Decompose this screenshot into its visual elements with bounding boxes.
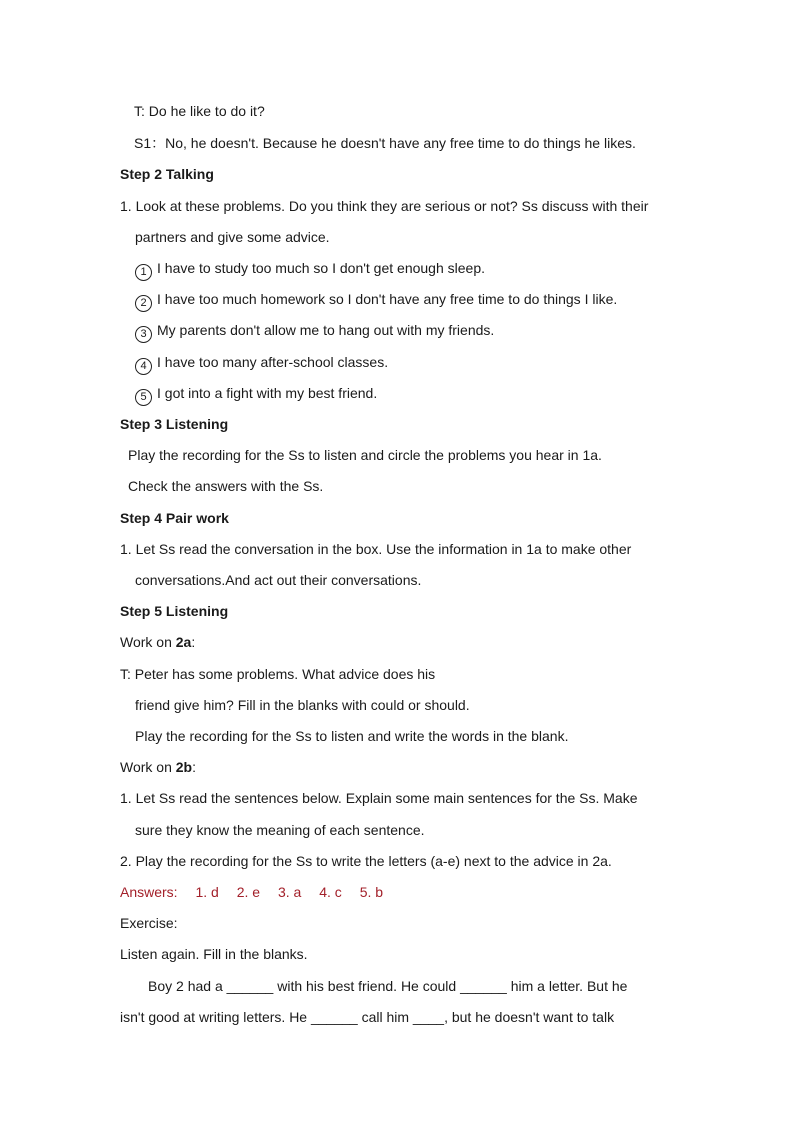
circled-number-2: 2 [135, 295, 152, 312]
work-on-2b-code: 2b [175, 759, 193, 775]
problem-text-1: I have to study too much so I don't get enough sleep. [157, 260, 486, 276]
answer-item: 1. d [195, 884, 219, 900]
step2-instruction-line1: 1. Look at these problems. Do you think they are serious or not? Ss discuss with their [120, 198, 649, 214]
student-answer: S1：No, he doesn't. Because he doesn't have any free time to do things he likes. [134, 135, 636, 151]
step3-line1: Play the recording for the Ss to listen and circle the problems you hear in 1a. [128, 447, 602, 463]
step2-heading: Step 2 Talking [120, 166, 214, 182]
problem-item-5 [135, 384, 377, 406]
play-recording-2a: Play the recording for the Ss to listen and write the words in the blank. [135, 728, 569, 744]
circled-number-1: 1 [135, 264, 152, 281]
work-on-2b: Work on 2b: [120, 759, 196, 775]
answers-line [120, 883, 397, 901]
friend-advice-line: friend give him? Fill in the blanks with could or should. [135, 697, 470, 713]
answers-label: Answers: [120, 884, 178, 900]
problem-text-2: I have too much homework so I don't have any free time to do things I like. [157, 291, 618, 307]
step4-heading: Step 4 Pair work [120, 510, 229, 526]
step4-line1: 1. Let Ss read the conversation in the box. Use the information in 1a to make other [120, 541, 632, 557]
step3-line2: Check the answers with the Ss. [128, 478, 324, 494]
step2-instruction-line2: partners and give some advice. [135, 229, 330, 245]
work-on-2a: Work on 2a: [120, 634, 196, 650]
work-on-2a-code: 2a [175, 634, 192, 650]
work-2b-line3: 2. Play the recording for the Ss to write the letters (a-e) next to the advice in 2a. [120, 853, 612, 869]
work-2b-line2: sure they know the meaning of each sentence. [135, 822, 425, 838]
problem-item-3 [135, 321, 494, 343]
circled-number-3: 3 [135, 326, 152, 343]
answer-item: 2. e [236, 884, 261, 900]
problem-item-2 [135, 290, 617, 312]
step3-heading: Step 3 Listening [120, 416, 229, 432]
circled-number-4: 4 [135, 358, 152, 375]
fill-blank-line2: isn't good at writing letters. He ______ call him ____, but he doesn't want to talk [120, 1009, 615, 1025]
problem-text-3: My parents don't allow me to hang out with my friends. [157, 322, 495, 338]
problem-text-4: I have too many after-school classes. [157, 354, 389, 370]
step4-line2: conversations.And act out their conversations. [135, 572, 422, 588]
teacher-peter-line: T: Peter has some problems. What advice does his [120, 666, 436, 682]
step5-heading: Step 5 Listening [120, 603, 229, 619]
work-2b-line1: 1. Let Ss read the sentences below. Explain some main sentences for the Ss. Make [120, 790, 638, 806]
answer-item: 3. a [277, 884, 302, 900]
circled-number-5: 5 [135, 389, 152, 406]
listen-again-line: Listen again. Fill in the blanks. [120, 946, 308, 962]
teacher-question: T: Do he like to do it? [134, 103, 265, 119]
problem-item-1 [135, 259, 485, 281]
answer-item: 5. b [359, 884, 384, 900]
exercise-heading: Exercise: [120, 915, 178, 931]
work-on-label: Work on [120, 634, 172, 650]
problem-item-4 [135, 353, 388, 375]
work-on-label-2b: Work on [120, 759, 172, 775]
problem-text-5: I got into a fight with my best friend. [157, 385, 378, 401]
fill-blank-line1: Boy 2 had a ______ with his best friend. He could ______ him a letter. But he [148, 978, 628, 994]
answer-item: 4. c [319, 884, 342, 900]
